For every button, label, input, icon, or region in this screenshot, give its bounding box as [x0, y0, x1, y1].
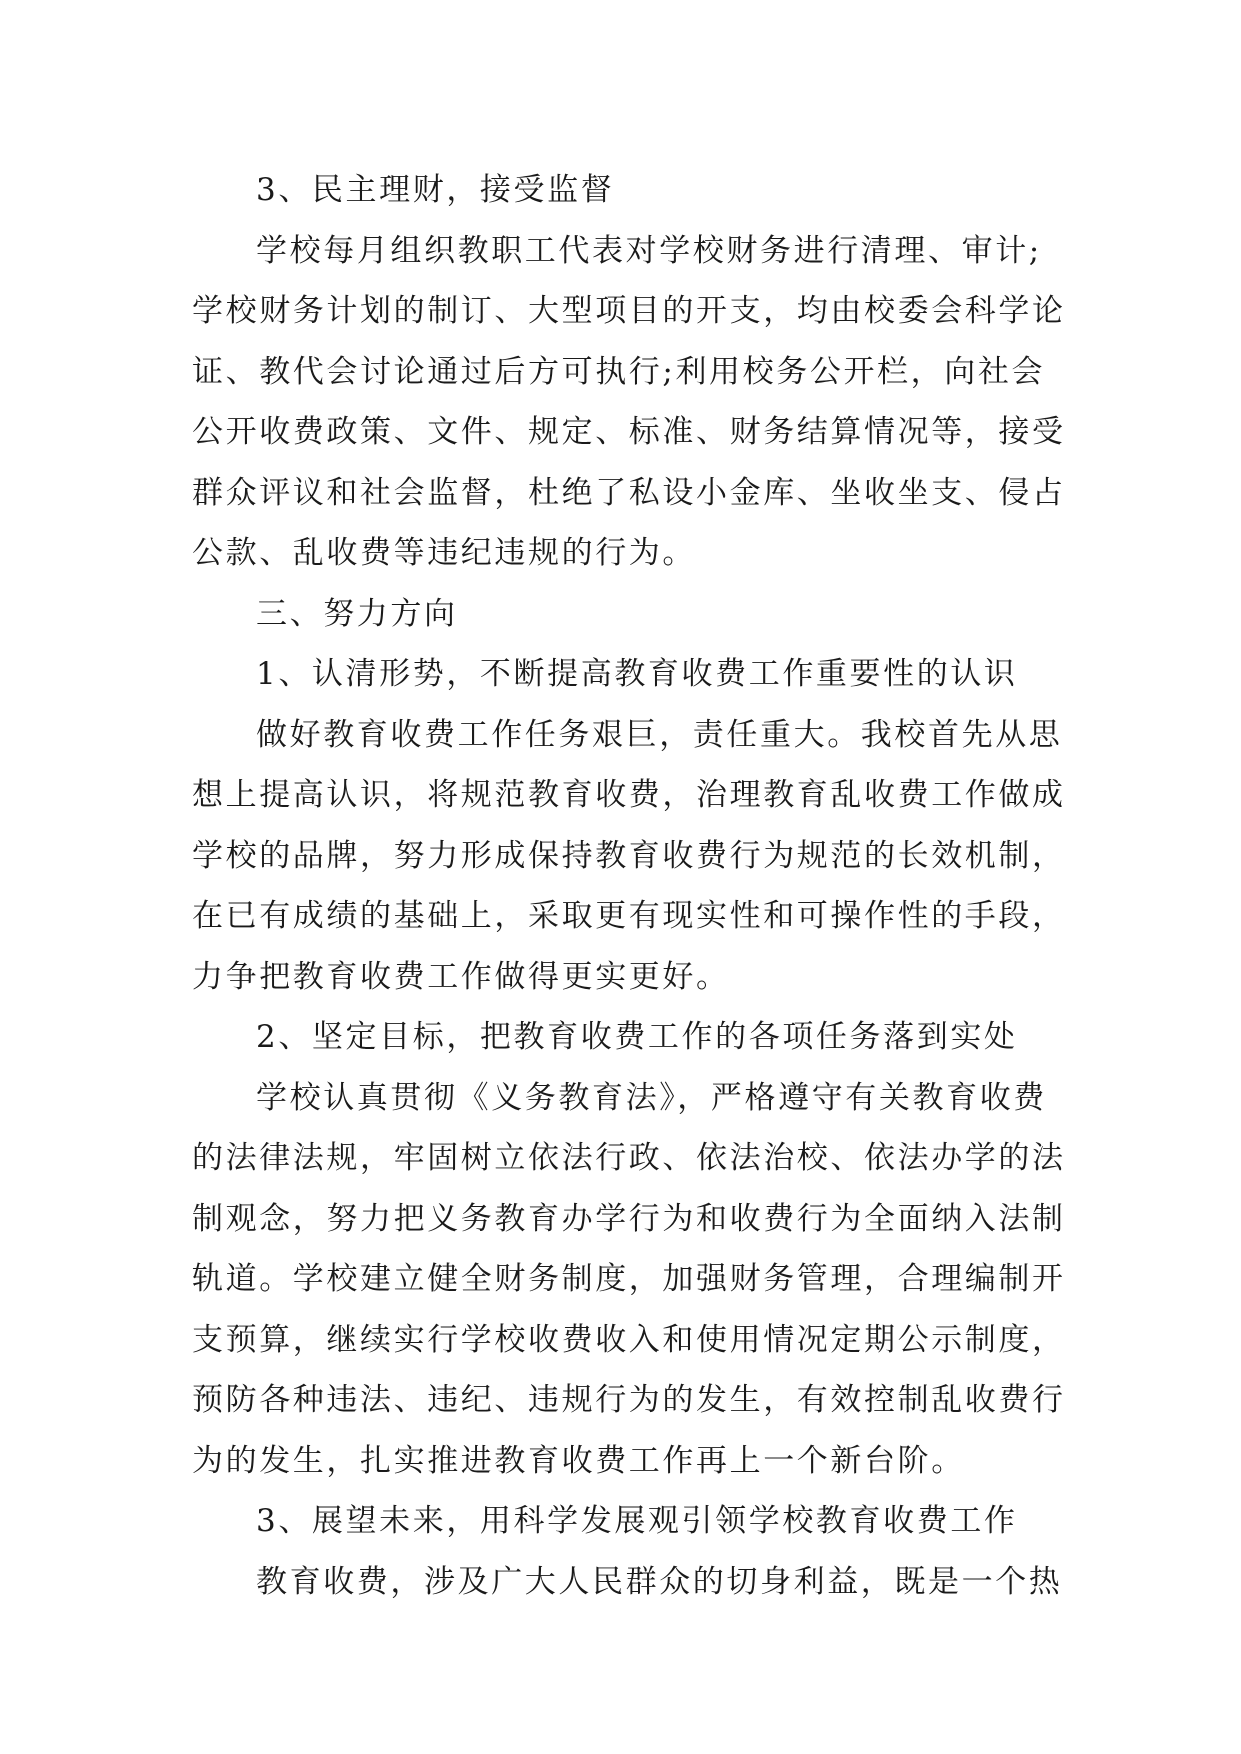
paragraph-line: 支预算，继续实行学校收费收入和使用情况定期公示制度， — [192, 1321, 1066, 1358]
paragraph-line: 制观念，努力把义务教育办学行为和收费行为全面纳入法制 — [192, 1200, 1066, 1237]
paragraph-line: 想上提高认识，将规范教育收费，治理教育乱收费工作做成 — [192, 777, 1066, 813]
subsection-heading-1: 1、认清形势，不断提高教育收费工作重要性的认识 — [256, 656, 1018, 692]
paragraph-line: 做好教育收费工作任务艰巨，责任重大。我校首先从思 — [256, 716, 1063, 753]
paragraph-line: 学校财务计划的制订、大型项目的开支，均由校委会科学论 — [192, 293, 1066, 329]
section-heading-direction: 三、努力方向 — [256, 595, 458, 632]
paragraph-line: 公款、乱收费等违纪违规的行为。 — [192, 535, 696, 571]
paragraph-line: 在已有成绩的基础上，采取更有现实性和可操作性的手段， — [192, 898, 1066, 934]
paragraph-line: 的法律法规，牢固树立依法行政、依法治校、依法办学的法 — [192, 1140, 1066, 1176]
paragraph-line: 公开收费政策、文件、规定、标准、财务结算情况等，接受 — [192, 414, 1066, 450]
subsection-heading-2: 2、坚定目标，把教育收费工作的各项任务落到实处 — [256, 1019, 1018, 1055]
paragraph-line: 为的发生，扎实推进教育收费工作再上一个新台阶。 — [192, 1442, 965, 1479]
document-body — [192, 160, 1066, 1612]
section-heading-democratic-finance: 3、民主理财，接受监督 — [256, 172, 615, 208]
paragraph-line: 学校的品牌，努力形成保持教育收费行为规范的长效机制， — [192, 837, 1066, 874]
paragraph-line: 预防各种违法、违纪、违规行为的发生，有效控制乱收费行 — [192, 1382, 1066, 1418]
paragraph-line: 群众评议和社会监督，杜绝了私设小金库、坐收坐支、侵占 — [192, 474, 1066, 511]
paragraph-line: 学校认真贯彻《义务教育法》，严格遵守有关教育收费 — [256, 1079, 1047, 1116]
paragraph-line: 力争把教育收费工作做得更实更好。 — [192, 958, 730, 995]
paragraph-line: 学校每月组织教职工代表对学校财务进行清理、审计; — [256, 232, 1042, 269]
paragraph-line: 证、教代会讨论通过后方可执行;利用校务公开栏，向社会 — [192, 353, 1046, 390]
paragraph-line: 教育收费，涉及广大人民群众的切身利益，既是一个热 — [256, 1563, 1063, 1600]
paragraph-line: 轨道。学校建立健全财务制度，加强财务管理，合理编制开 — [192, 1261, 1066, 1297]
subsection-heading-3: 3、展望未来，用科学发展观引领学校教育收费工作 — [256, 1503, 1018, 1539]
